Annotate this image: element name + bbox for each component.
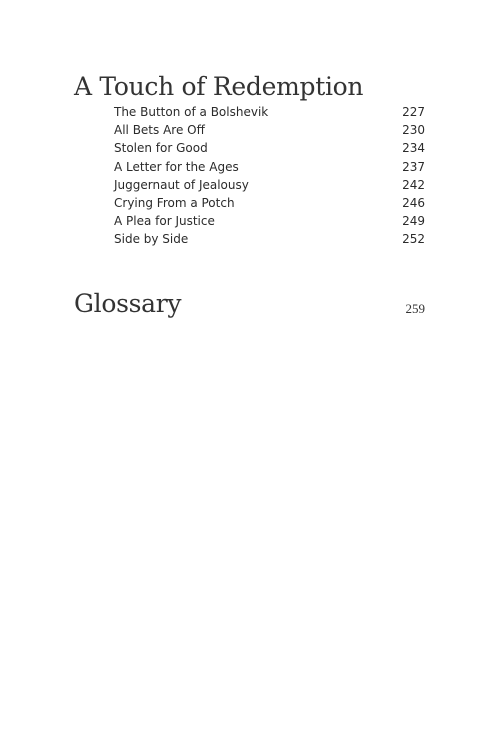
toc-entry-page: 252 bbox=[402, 232, 425, 247]
toc-entry[interactable] bbox=[114, 178, 425, 196]
toc-entry-title: A Letter for the Ages bbox=[114, 159, 239, 174]
toc-entry[interactable] bbox=[114, 232, 425, 250]
toc-entry[interactable] bbox=[114, 123, 425, 141]
toc-entry-page: 230 bbox=[402, 123, 425, 138]
toc-entry-page: 237 bbox=[402, 159, 425, 174]
toc-entry[interactable] bbox=[114, 160, 425, 178]
toc-entry-page: 242 bbox=[402, 177, 425, 192]
toc-entry-list bbox=[114, 105, 425, 251]
toc-entry-page: 246 bbox=[402, 195, 425, 210]
toc-entry-title: All Bets Are Off bbox=[114, 123, 205, 138]
toc-entry-page: 249 bbox=[402, 214, 425, 229]
glossary-page-number: 259 bbox=[405, 301, 425, 316]
toc-entry[interactable] bbox=[114, 196, 425, 214]
toc-entry[interactable] bbox=[114, 105, 425, 123]
section-title-a-touch-of-redemption: A Touch of Redemption bbox=[74, 72, 364, 101]
toc-entry-page: 227 bbox=[402, 105, 425, 119]
toc-entry-title: Side by Side bbox=[114, 232, 189, 247]
toc-entry[interactable] bbox=[114, 141, 425, 159]
toc-entry-title: A Plea for Justice bbox=[114, 214, 215, 229]
toc-entry-page: 234 bbox=[402, 141, 425, 156]
section-title-glossary[interactable]: Glossary bbox=[74, 289, 182, 318]
toc-entry-title: Stolen for Good bbox=[114, 141, 208, 156]
toc-entry-title: Crying From a Potch bbox=[114, 195, 235, 210]
toc-entry-title: Juggernaut of Jealousy bbox=[114, 177, 249, 192]
toc-entry-title: The Button of a Bolshevik bbox=[114, 105, 269, 119]
toc-entry[interactable] bbox=[114, 214, 425, 232]
